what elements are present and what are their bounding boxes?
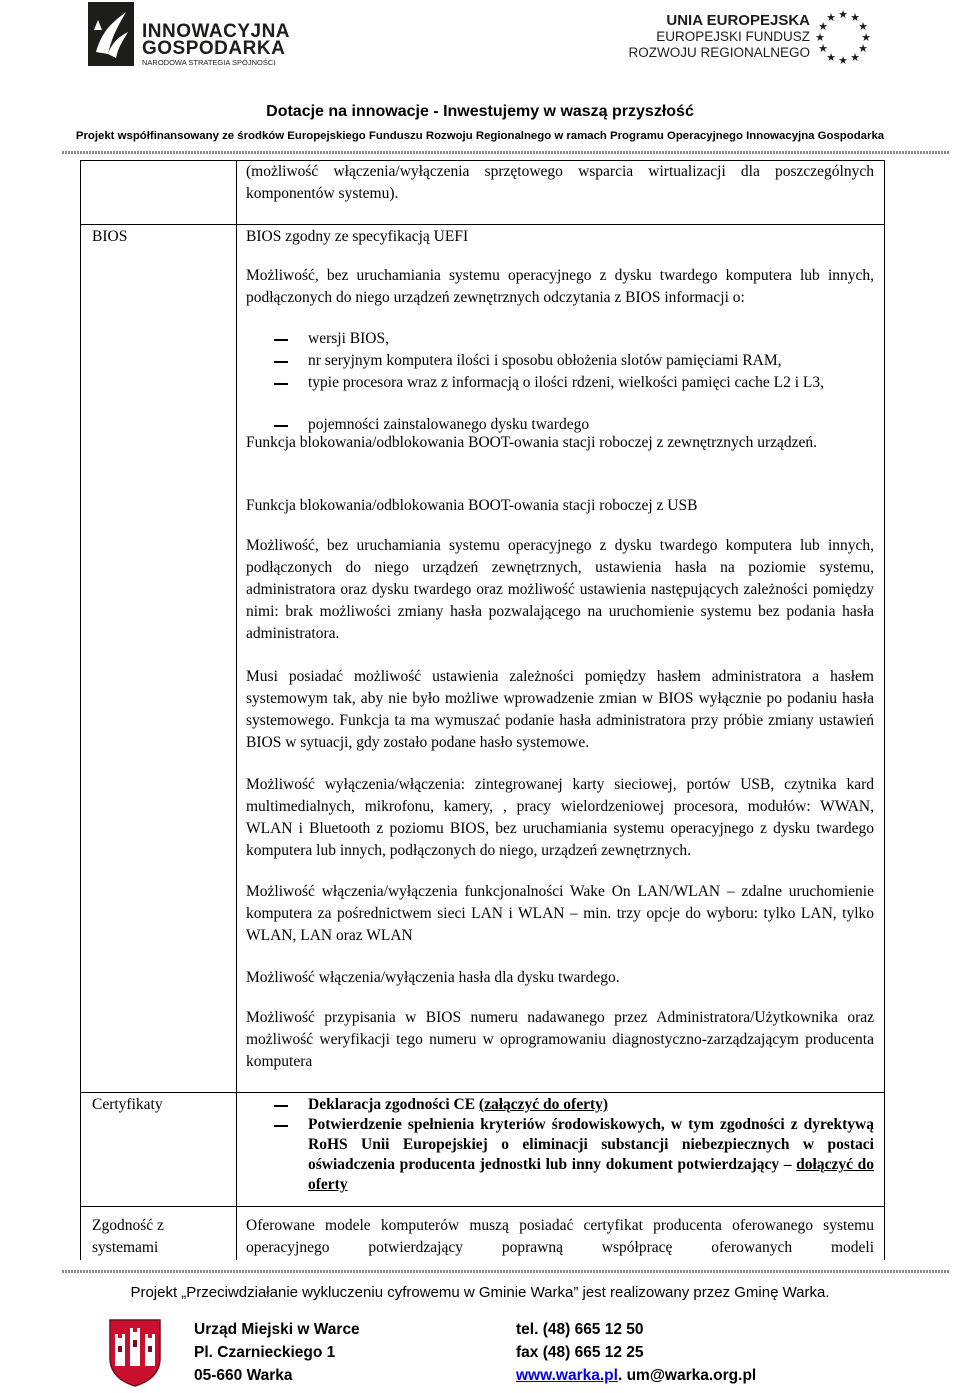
office-name: Urząd Miejski w Warce	[194, 1321, 360, 1338]
bios-disable-devices-text: Możliwość wyłączenia/włączenia: zintegrowanej karty sieciowej, portów USB, czytnika kard multimedialnych, mikrofonu, kamery, , pracy wielordzeniowej procesora, modułów: WWAN, WLAN i Bluetooth z poziomu BIOS, bez uruchamiania systemu operacyjnego z dysku twardego komputera lub innych, podłączonych do niego, urządzeń zewnętrznych.	[246, 776, 874, 859]
bios-hdd-password-text: Możliwość włączenia/wyłączenia hasła dla dysku twardego.	[246, 969, 620, 986]
bios-read-info-text: Możliwość, bez uruchamiania systemu operacyjnego z dysku twardego komputera lub innych, podłączonych do niego urządzeń zewnętrznych odczytania z BIOS informacji o:	[246, 267, 874, 306]
bios-asset-number-text: Możliwość przypisania w BIOS numeru nadawanego przez Administratora/Użytkownika oraz możliwość weryfikacji tego numeru w oprogramowaniu diagnostyczno-zarządzającym producenta komputera	[246, 1009, 874, 1070]
table-border-right	[884, 160, 885, 1260]
footer-project-text: Projekt „Przeciwdziałanie wykluczeniu cyfrowemu w Gminie Warka” jest realizowany przez Gminę Warka.	[130, 1284, 830, 1301]
header-title: Dotacje na innowacje - Inwestujemy w waszą przyszłość	[266, 103, 694, 120]
email-address[interactable]: um@warka.org.pl	[626, 1367, 757, 1384]
bios-boot-usb-text: Funkcja blokowania/odblokowania BOOT-owania stacji roboczej z USB	[246, 497, 698, 514]
svg-text:★: ★	[818, 20, 828, 33]
eu-flag-icon	[812, 6, 874, 66]
svg-text:★: ★	[826, 11, 836, 24]
list-item-text: nr seryjnym komputera ilości i sposobu obłożenia slotów pamięciami RAM,	[308, 352, 782, 369]
compatibility-text: Oferowane modele komputerów muszą posiadać certyfikat producenta oferowanego systemu operacyjnego potwierdzający poprawną współpracę oferowanych modeli	[246, 1217, 874, 1256]
list-item	[246, 350, 874, 372]
svg-text:★: ★	[826, 51, 836, 64]
ce-declaration-text: Deklaracja zgodności CE	[308, 1096, 479, 1113]
footer-divider	[62, 1270, 950, 1273]
office-fax: fax (48) 665 12 25	[516, 1344, 644, 1361]
eu-logo-line1: UNIA EUROPEJSKA	[666, 12, 810, 29]
ig-logo-line1: INNOWACYJNA	[142, 21, 291, 42]
footer-web-email	[516, 1364, 756, 1387]
list-item-text: pojemności zainstalowanego dysku twardego	[308, 416, 590, 433]
office-street: Pl. Czarnieckiego 1	[194, 1344, 336, 1361]
office-city: 05-660 Warka	[194, 1367, 293, 1384]
table-border-left	[80, 160, 81, 1260]
list-item	[246, 328, 874, 350]
rohs-attach-note: dołączyć do oferty	[308, 1156, 875, 1193]
dash-bullet-icon	[274, 1105, 288, 1107]
list-item	[246, 1095, 874, 1115]
footer-contact	[516, 1318, 756, 1387]
row-divider	[80, 1206, 885, 1207]
dash-bullet-icon	[274, 339, 288, 341]
compatibility-text-clip	[246, 1215, 874, 1259]
list-item	[246, 372, 874, 394]
warka-coat-of-arms-icon	[108, 1318, 162, 1388]
website-link[interactable]: www.warka.pl	[516, 1367, 618, 1384]
compatibility-row-label: Zgodność z systemami	[92, 1217, 164, 1256]
bios-uefi-text: BIOS zgodny ze specyfikacją UEFI	[246, 228, 469, 245]
ig-logo-line2: GOSPODARKA	[142, 38, 286, 59]
ig-emblem-icon	[88, 2, 134, 66]
svg-text:★: ★	[861, 31, 871, 44]
svg-text:★: ★	[838, 8, 848, 21]
svg-text:★: ★	[850, 51, 860, 64]
header-subtitle: Projekt współfinansowany ze środków Europejskiego Funduszu Rozwoju Regionalnego w ramach Programu Operacyjnego Innowacyjna Gospodarka	[75, 130, 885, 142]
header-divider	[62, 151, 950, 154]
bios-row-label: BIOS	[92, 228, 128, 245]
svg-text:★: ★	[850, 11, 860, 24]
svg-text:★: ★	[838, 54, 848, 66]
rohs-compliance-text: Potwierdzenie spełnienia kryteriów środowiskowych, w tym zgodności z dyrektywą RoHS Unii Europejskiej o eliminacji substancji niebezpiecznych w postaci oświadczenia producenta jednostki lub inny dokument potwierdzający –	[308, 1116, 874, 1173]
footer-address	[194, 1318, 360, 1387]
svg-text:★: ★	[815, 31, 825, 44]
bios-boot-external-text: Funkcja blokowania/odblokowania BOOT-owania stacji roboczej z zewnętrznych urządzeń.	[246, 434, 818, 451]
page-header	[0, 0, 960, 160]
list-item	[246, 1115, 874, 1195]
office-phone: tel. (48) 665 12 50	[516, 1321, 644, 1338]
bios-wake-on-lan-text: Możliwość włączenia/wyłączenia funkcjonalności Wake On LAN/WLAN – zdalne uruchomienie komputera za pośrednictwem sieci LAN i WLAN – min. trzy opcje do wyboru: tylko LAN, tylko WLAN, LAN oraz WLAN	[246, 883, 874, 944]
eu-logo-line2: EUROPEJSKI FUNDUSZ	[656, 29, 810, 44]
page-footer	[0, 1268, 960, 1393]
table-column-divider	[236, 160, 237, 1260]
dash-bullet-icon	[274, 1125, 288, 1127]
ce-attach-note: (załączyć do oferty)	[478, 1096, 609, 1113]
svg-text:★: ★	[858, 20, 868, 33]
eu-logo-line3: ROZWOJU REGIONALNEGO	[628, 45, 810, 60]
row-divider	[80, 224, 885, 225]
innowacyjna-gospodarka-logo	[88, 2, 291, 68]
dash-bullet-icon	[274, 361, 288, 363]
svg-text:★: ★	[818, 42, 828, 55]
certificates-row-label: Certyfikaty	[92, 1096, 163, 1113]
eu-logo-text	[620, 12, 810, 61]
footer-separator: .	[617, 1367, 627, 1384]
continued-row-text: (możliwość włączenia/wyłączenia sprzętowego wsparcia wirtualizacji dla poszczególnych komponentów systemu).	[246, 163, 874, 202]
dash-bullet-icon	[274, 383, 288, 385]
bios-admin-password-text: Musi posiadać możliwość ustawienia zależności pomiędzy hasłem administratora a hasłem systemowym tak, aby nie było możliwe wprowadzenie zmian w BIOS wyłącznie po podaniu hasła systemowego. Funkcja ta ma wymuszać podanie hasła administratora przy próbie zmiany ustawień BIOS w sytuacji, gdy zostało podane hasło systemowe.	[246, 668, 874, 751]
bios-password-text: Możliwość, bez uruchamiania systemu operacyjnego z dysku twardego komputera lub innych, podłączonych do niego urządzeń zewnętrznych, ustawienia hasła na poziomie systemu, administratora oraz dysku twardego oraz możliwość ustawienia następujących zależności pomiędzy nimi: brak możliwości zmiany hasła pozwalającego na uruchomienie systemu bez podania hasła administratora.	[246, 537, 874, 642]
ig-logo-line3: NARODOWA STRATEGIA SPÓJNOŚCI	[142, 58, 276, 67]
list-item-text: typie procesora wraz z informacją o ilości rdzeni, wielkości pamięci cache L2 i L3,	[308, 374, 825, 391]
row-divider	[80, 1092, 885, 1093]
dash-bullet-icon	[274, 425, 288, 427]
svg-text:★: ★	[858, 42, 868, 55]
list-item-text: wersji BIOS,	[308, 330, 389, 347]
